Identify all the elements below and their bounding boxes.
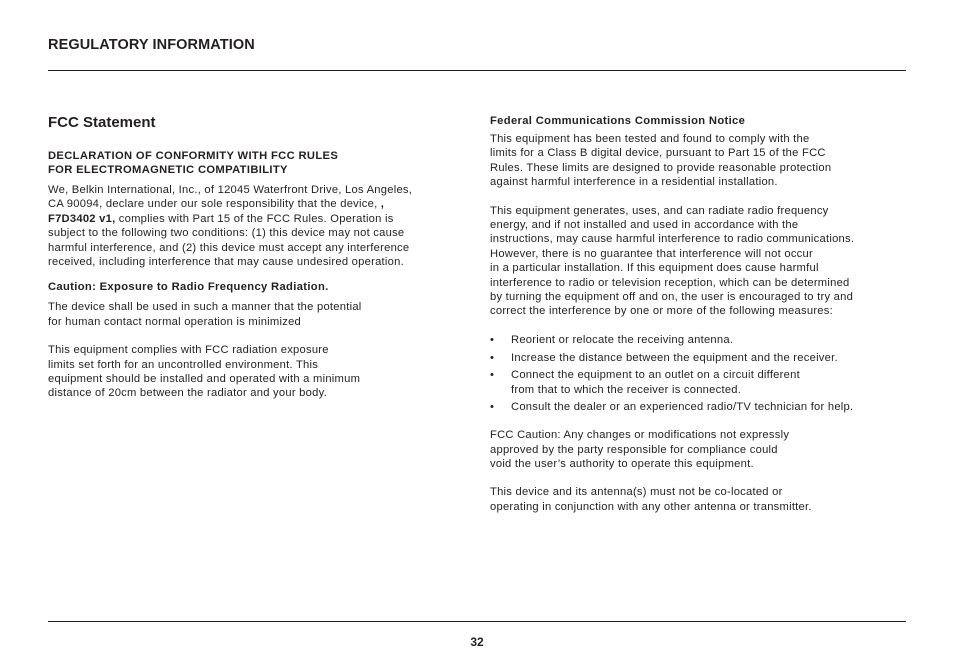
paragraph-line: against harmful interference in a residential installation. xyxy=(490,176,778,189)
compliance-paragraph xyxy=(490,132,920,190)
antenna-paragraph xyxy=(490,485,920,514)
device-name-placeholder: , xyxy=(377,198,385,211)
paragraph-line: correct the interference by one or more of the following measures: xyxy=(490,305,833,318)
paragraph-line: FCC Caution: Any changes or modifications not expressly xyxy=(490,429,790,442)
list-item-text: Consult the dealer or an experienced radio/TV technician for help. xyxy=(511,401,854,414)
bullet-icon: • xyxy=(490,351,495,364)
caution-heading: Caution: Exposure to Radio Frequency Radiation. xyxy=(48,281,329,294)
paragraph-line: approved by the party responsible for compliance could xyxy=(490,443,778,456)
list-item xyxy=(490,333,920,347)
exposure-line: This equipment complies with FCC radiation exposure xyxy=(48,344,329,357)
bullet-icon: • xyxy=(490,333,495,346)
paragraph-line: This equipment generates, uses, and can radiate radio frequency xyxy=(490,204,829,217)
declaration-heading xyxy=(48,149,468,177)
declaration-heading-line: DECLARATION OF CONFORMITY WITH FCC RULES xyxy=(48,150,339,162)
model-number: F7D3402 v1, xyxy=(48,212,116,225)
list-item-text: Connect the equipment to an outlet on a circuit different xyxy=(511,369,800,382)
paragraph-line: by turning the equipment off and on, the user is encouraged to try and xyxy=(490,291,854,304)
paragraph-line: operating in conjunction with any other antenna or transmitter. xyxy=(490,500,812,513)
paragraph-line: However, there is no guarantee that interference will not occur xyxy=(490,247,813,260)
declaration-line xyxy=(48,212,468,226)
list-item-text: Increase the distance between the equipment and the receiver. xyxy=(511,351,838,364)
header-divider xyxy=(48,70,906,71)
declaration-heading-line: FOR ELECTROMAGNETIC COMPATIBILITY xyxy=(48,164,288,176)
list-item xyxy=(490,400,920,414)
list-item-text: from that to which the receiver is connected. xyxy=(511,383,742,396)
paragraph-line: void the user’s authority to operate this equipment. xyxy=(490,458,754,471)
declaration-text: CA 90094, declare under our sole responsibility that the device, xyxy=(48,198,378,211)
list-item xyxy=(490,368,920,396)
exposure-body xyxy=(48,343,468,401)
paragraph-line: interference to radio or television reception, which can be determined xyxy=(490,276,850,289)
caution-body xyxy=(48,300,468,329)
page-number: 32 xyxy=(470,635,484,649)
declaration-text: complies with Part 15 of the FCC Rules. Operation is xyxy=(115,212,394,225)
paragraph-line: This device and its antenna(s) must not be co-located or xyxy=(490,486,783,499)
declaration-line: harmful interference, and (2) this device must accept any interference xyxy=(48,241,410,254)
right-column xyxy=(490,114,920,514)
fcc-notice-heading: Federal Communications Commission Notice xyxy=(490,115,746,127)
declaration-line xyxy=(48,197,468,211)
exposure-line: equipment should be installed and operated with a minimum xyxy=(48,373,361,386)
paragraph-line: Rules. These limits are designed to provide reasonable protection xyxy=(490,161,832,174)
exposure-line: limits set forth for an uncontrolled environment. This xyxy=(48,358,319,371)
footer-divider xyxy=(48,621,906,622)
page-header-title: REGULATORY INFORMATION xyxy=(48,37,255,53)
declaration-line: We, Belkin International, Inc., of 12045 Waterfront Drive, Los Angeles, xyxy=(48,184,413,196)
fcc-caution-paragraph xyxy=(490,428,920,471)
fcc-statement-heading: FCC Statement xyxy=(48,114,156,131)
declaration-line: received, including interference that may cause undesired operation. xyxy=(48,256,404,269)
paragraph-line: This equipment has been tested and found to comply with the xyxy=(490,133,810,145)
bullet-icon: • xyxy=(490,401,495,414)
caution-line: The device shall be used in such a manner that the potential xyxy=(48,301,362,314)
bullet-icon: • xyxy=(490,369,495,382)
declaration-body xyxy=(48,183,468,269)
exposure-line: distance of 20cm between the radiator and your body. xyxy=(48,387,327,400)
measures-list xyxy=(490,333,920,415)
left-column xyxy=(48,114,468,401)
paragraph-line: limits for a Class B digital device, pursuant to Part 15 of the FCC xyxy=(490,147,826,160)
list-item xyxy=(490,351,920,365)
paragraph-line: energy, and if not installed and used in accordance with the xyxy=(490,219,799,232)
interference-paragraph xyxy=(490,204,920,319)
paragraph-line: in a particular installation. If this equipment does cause harmful xyxy=(490,262,819,275)
declaration-line: subject to the following two conditions: (1) this device may not cause xyxy=(48,227,405,240)
paragraph-line: instructions, may cause harmful interference to radio communications. xyxy=(490,233,855,246)
list-item-text: Reorient or relocate the receiving antenna. xyxy=(511,333,734,346)
caution-line: for human contact normal operation is minimized xyxy=(48,315,302,328)
